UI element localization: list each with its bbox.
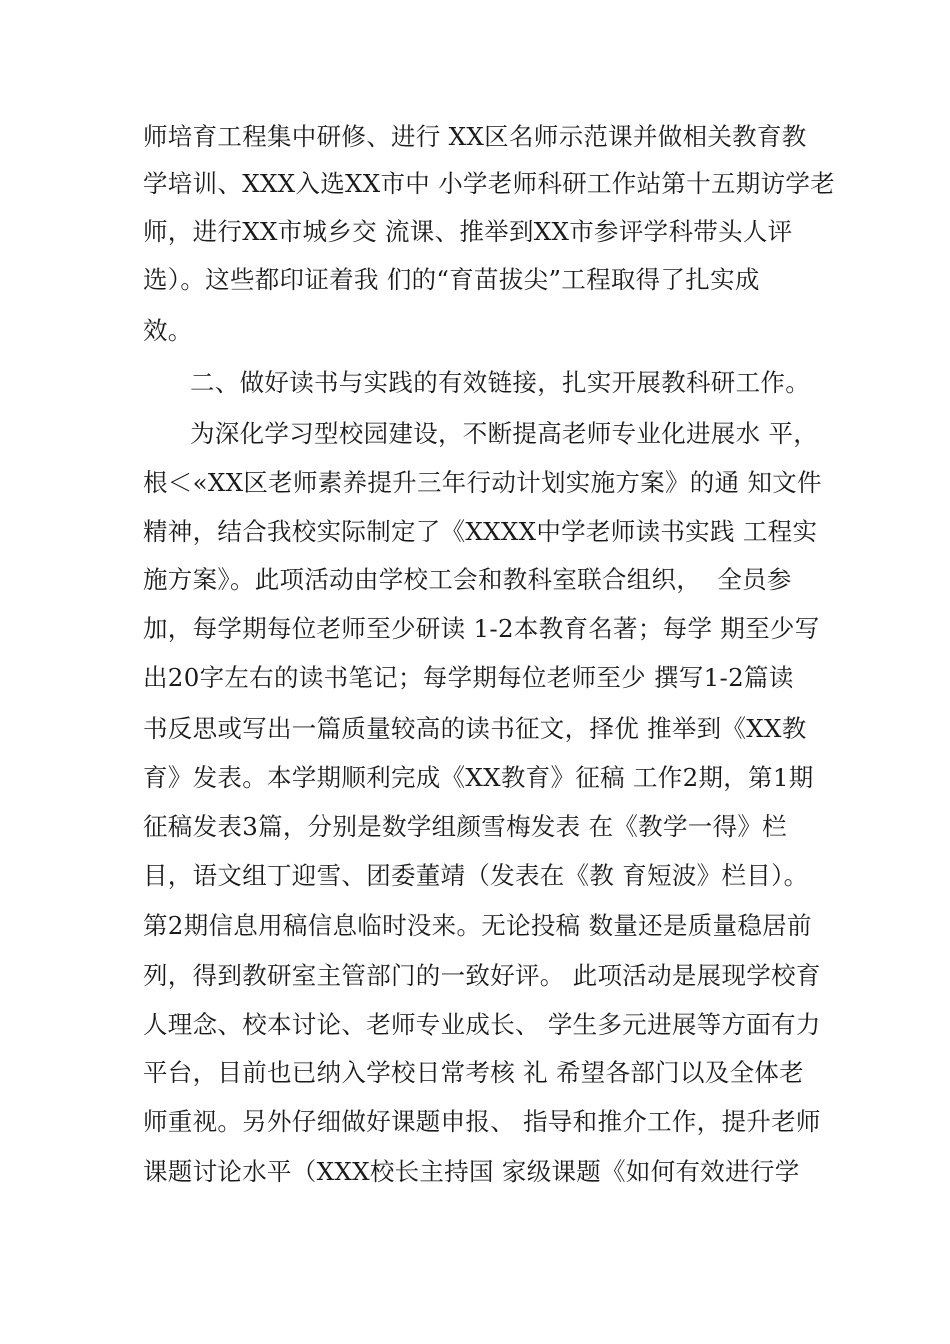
text-line: 平台，目前也已纳入学校日常考核 礼 希望各部门以及全体老	[143, 1058, 804, 1087]
text-line: 效。	[143, 316, 193, 345]
text-line: 师培育工程集中研修、进行 XX区名师示范课并做相关教育教	[143, 122, 807, 151]
text-line: 出20字左右的读书笔记；每学期每位老师至少 撰写1-2篇读	[143, 663, 794, 692]
text-line: 师重视。另外仔细做好课题申报、 指导和推介工作，提升老师	[143, 1107, 821, 1136]
text-line: 书反思或写出一篇质量较高的读书征文，择优 推举到《XX教	[143, 714, 807, 743]
text-line: 征稿发表3篇，分别是数学组颜雪梅发表 在《教学一得》栏	[143, 812, 787, 841]
text-line: 师，进行XX市城乡交 流课、推举到XX市参评学科带头人评	[143, 217, 793, 246]
text-line: 根＜«XX区老师素养提升三年行动计划实施方案》的通 知文件	[143, 468, 822, 497]
text-line: 精神，结合我校实际制定了《XXXX中学老师读书实践 工程实	[143, 517, 818, 546]
text-line: 课题讨论水平（XXX校长主持国 家级课题《如何有效进行学	[143, 1157, 800, 1186]
text-line: 第2期信息用稿信息临时没来。无论投稿 数量还是质量稳居前	[143, 911, 812, 940]
text-line: 列，得到教研室主管部门的一致好评。 此项活动是展现学校育	[143, 961, 821, 990]
text-line: 人理念、校本讨论、老师专业成长、 学生多元进展等方面有力	[143, 1010, 821, 1039]
text-line: 学培训、XXX入选XX市中 小学老师科研工作站第十五期访学老	[143, 169, 835, 198]
text-line: 选）。这些都印证着我 们的“育苗拔尖”工程取得了扎实成	[143, 265, 760, 294]
text-line: 为深化学习型校园建设，不断提高老师专业化进展水 平，	[190, 419, 819, 448]
text-line: 加，每学期每位老师至少研读 1-2本教育名著；每学 期至少写	[143, 614, 820, 643]
text-line: 施方案》。此项活动由学校工会和教科室联合组织， 全员参	[143, 565, 792, 594]
text-line: 育》发表。本学期顺利完成《XX教育》征稿 工作2期，第1期	[143, 763, 814, 792]
section-heading: 二、做好读书与实践的有效链接，扎实开展教科研工作。	[190, 368, 810, 397]
text-line: 目，语文组丁迎雪、团委董靖（发表在《教 育短波》栏目）。	[143, 861, 809, 890]
